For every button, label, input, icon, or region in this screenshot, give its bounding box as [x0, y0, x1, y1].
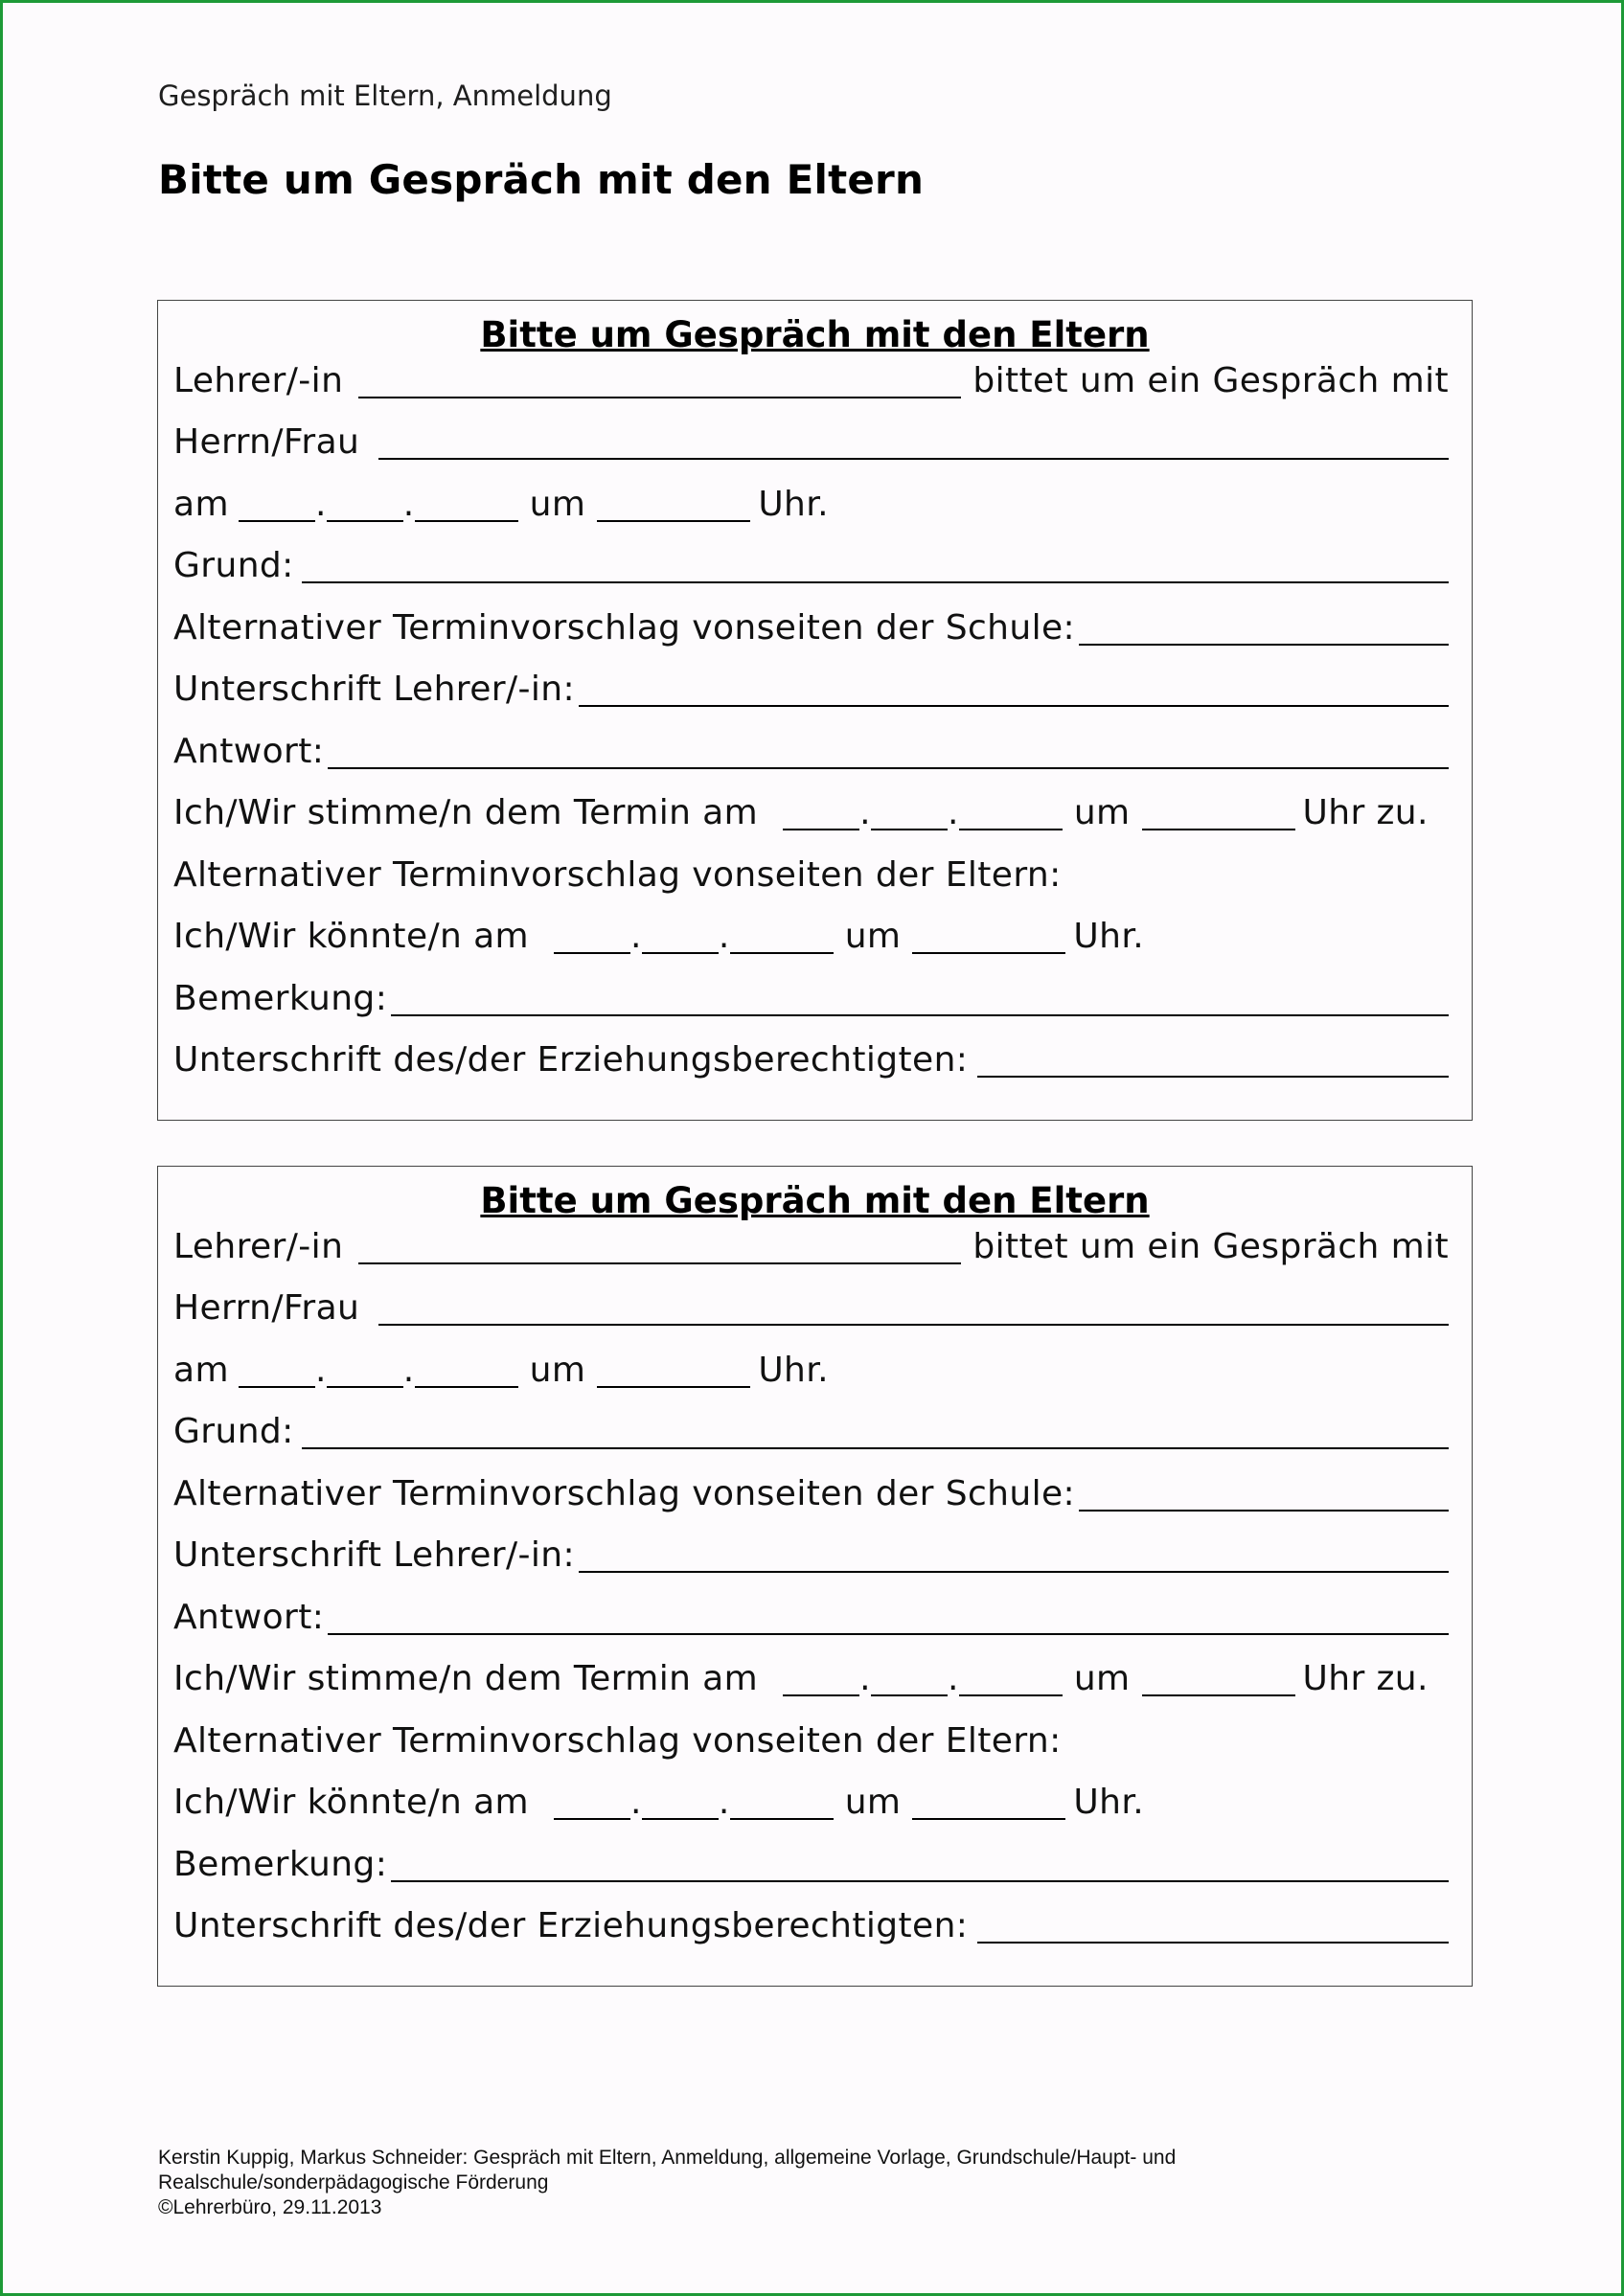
- agree-label: Ich/Wir stimme/n dem Termin am: [173, 793, 759, 832]
- asks-text: bittet um ein Gespräch mit: [972, 1227, 1449, 1266]
- remark-label: Bemerkung:: [173, 979, 388, 1018]
- parent-row: [173, 1280, 1449, 1328]
- teacher-signature-field[interactable]: [579, 702, 1449, 707]
- remark-field[interactable]: [391, 1877, 1449, 1882]
- teacher-label: Lehrer/-in: [173, 361, 344, 400]
- teacher-row: [173, 352, 1449, 400]
- parent-row: [173, 414, 1449, 462]
- reason-label: Grund:: [173, 1412, 294, 1451]
- remark-row: [173, 1836, 1449, 1884]
- parent-signature-row: [173, 1032, 1449, 1080]
- footer-line-1: Kerstin Kuppig, Markus Schneider: Gespräch mit Eltern, Anmeldung, allgemeine Vorlage, Grundschule/Haupt- und: [158, 2147, 1177, 2169]
- teacher-label: Lehrer/-in: [173, 1227, 344, 1266]
- agree-year-field[interactable]: [959, 1692, 1063, 1696]
- answer-label: Antwort:: [173, 1598, 325, 1637]
- could-um-label: um: [844, 1783, 902, 1822]
- could-time-field[interactable]: [912, 1815, 1065, 1820]
- document-title: Bitte um Gespräch mit den Eltern: [158, 156, 925, 203]
- alt-parents-label: Alternativer Terminvorschlag vonseiten der Eltern:: [173, 855, 1062, 895]
- agree-day-field[interactable]: [783, 1692, 859, 1696]
- reason-row: [173, 537, 1449, 585]
- parent-signature-row: [173, 1898, 1449, 1945]
- date-separator: .: [859, 793, 871, 832]
- day-field[interactable]: [239, 1383, 315, 1388]
- reason-label: Grund:: [173, 546, 294, 585]
- could-label: Ich/Wir könnte/n am: [173, 917, 530, 956]
- date-separator: .: [718, 1783, 730, 1822]
- time-um-label: um: [529, 1351, 586, 1390]
- parent-signature-field[interactable]: [977, 1939, 1449, 1944]
- year-field[interactable]: [415, 517, 518, 522]
- agree-day-field[interactable]: [783, 826, 859, 830]
- time-uhr-label: Uhr.: [758, 485, 830, 524]
- date-separator: .: [314, 1351, 327, 1390]
- parent-name-field[interactable]: [378, 455, 1449, 460]
- parent-signature-label: Unterschrift des/der Erziehungsberechtigten:: [173, 1040, 969, 1080]
- date-separator: .: [402, 485, 415, 524]
- footer-credits: [158, 2146, 1176, 2220]
- could-month-field[interactable]: [642, 1815, 719, 1820]
- agree-uhr-label: Uhr zu.: [1302, 1659, 1429, 1698]
- date-am-label: am: [173, 1351, 229, 1390]
- agree-label: Ich/Wir stimme/n dem Termin am: [173, 1659, 759, 1698]
- parent-label: Herrn/Frau: [173, 422, 360, 462]
- could-uhr-label: Uhr.: [1073, 1783, 1145, 1822]
- agree-um-label: um: [1073, 1659, 1131, 1698]
- could-time-field[interactable]: [912, 949, 1065, 954]
- date-am-label: am: [173, 485, 229, 524]
- date-separator: .: [859, 1659, 871, 1698]
- parent-label: Herrn/Frau: [173, 1288, 360, 1328]
- month-field[interactable]: [327, 517, 403, 522]
- parent-name-field[interactable]: [378, 1321, 1449, 1326]
- date-row: [173, 1342, 1449, 1390]
- could-row: [173, 908, 1449, 956]
- alt-school-field[interactable]: [1079, 641, 1449, 646]
- footer-copyright: ©Lehrerbüro, 29.11.2013: [158, 2196, 382, 2218]
- date-separator: .: [947, 1659, 959, 1698]
- remark-row: [173, 970, 1449, 1018]
- teacher-signature-row: [173, 1527, 1449, 1575]
- agree-row: [173, 784, 1449, 832]
- date-separator: .: [630, 1783, 642, 1822]
- date-row: [173, 476, 1449, 524]
- remark-field[interactable]: [391, 1012, 1449, 1016]
- reason-field[interactable]: [302, 579, 1449, 583]
- could-row: [173, 1774, 1449, 1822]
- date-separator: .: [947, 793, 959, 832]
- could-month-field[interactable]: [642, 949, 719, 954]
- agree-month-field[interactable]: [871, 1692, 948, 1696]
- answer-label: Antwort:: [173, 732, 325, 771]
- time-um-label: um: [529, 485, 586, 524]
- could-um-label: um: [844, 917, 902, 956]
- teacher-name-field[interactable]: [358, 1260, 961, 1264]
- answer-field[interactable]: [328, 764, 1449, 769]
- teacher-signature-label: Unterschrift Lehrer/-in:: [173, 670, 576, 709]
- agree-row: [173, 1650, 1449, 1698]
- form-title: Bitte um Gespräch mit den Eltern: [480, 1180, 1150, 1221]
- teacher-signature-label: Unterschrift Lehrer/-in:: [173, 1535, 576, 1575]
- asks-text: bittet um ein Gespräch mit: [972, 361, 1449, 400]
- alt-parents-row: [173, 1713, 1449, 1761]
- answer-row: [173, 723, 1449, 771]
- parent-signature-label: Unterschrift des/der Erziehungsberechtigten:: [173, 1906, 969, 1945]
- answer-row: [173, 1589, 1449, 1637]
- time-field[interactable]: [597, 517, 750, 522]
- time-field[interactable]: [597, 1383, 750, 1388]
- alt-school-label: Alternativer Terminvorschlag vonseiten der Schule:: [173, 1474, 1076, 1513]
- could-day-field[interactable]: [554, 949, 630, 954]
- time-uhr-label: Uhr.: [758, 1351, 830, 1390]
- could-day-field[interactable]: [554, 1815, 630, 1820]
- agree-year-field[interactable]: [959, 826, 1063, 830]
- remark-label: Bemerkung:: [173, 1845, 388, 1884]
- reason-row: [173, 1403, 1449, 1451]
- form-title: Bitte um Gespräch mit den Eltern: [480, 314, 1150, 355]
- alt-parents-row: [173, 847, 1449, 895]
- date-separator: .: [402, 1351, 415, 1390]
- could-uhr-label: Uhr.: [1073, 917, 1145, 956]
- document-subtitle: Gespräch mit Eltern, Anmeldung: [158, 80, 612, 112]
- agree-um-label: um: [1073, 793, 1131, 832]
- request-form-2: [157, 1166, 1473, 1987]
- alt-school-row: [173, 600, 1449, 648]
- alt-parents-label: Alternativer Terminvorschlag vonseiten der Eltern:: [173, 1721, 1062, 1761]
- answer-field[interactable]: [328, 1630, 1449, 1635]
- agree-month-field[interactable]: [871, 826, 948, 830]
- agree-uhr-label: Uhr zu.: [1302, 793, 1429, 832]
- alt-school-row: [173, 1466, 1449, 1513]
- agree-time-field[interactable]: [1142, 1692, 1295, 1696]
- agree-time-field[interactable]: [1142, 826, 1295, 830]
- reason-field[interactable]: [302, 1444, 1449, 1449]
- teacher-row: [173, 1218, 1449, 1266]
- year-field[interactable]: [415, 1383, 518, 1388]
- teacher-signature-field[interactable]: [579, 1568, 1449, 1573]
- parent-signature-field[interactable]: [977, 1073, 1449, 1078]
- teacher-name-field[interactable]: [358, 394, 961, 398]
- date-separator: .: [718, 917, 730, 956]
- footer-line-2: Realschule/sonderpädagogische Förderung: [158, 2171, 549, 2194]
- alt-school-field[interactable]: [1079, 1507, 1449, 1512]
- month-field[interactable]: [327, 1383, 403, 1388]
- teacher-signature-row: [173, 661, 1449, 709]
- could-year-field[interactable]: [730, 1815, 834, 1820]
- alt-school-label: Alternativer Terminvorschlag vonseiten der Schule:: [173, 608, 1076, 648]
- date-separator: .: [630, 917, 642, 956]
- date-separator: .: [314, 485, 327, 524]
- request-form-1: [157, 300, 1473, 1121]
- could-label: Ich/Wir könnte/n am: [173, 1783, 530, 1822]
- day-field[interactable]: [239, 517, 315, 522]
- could-year-field[interactable]: [730, 949, 834, 954]
